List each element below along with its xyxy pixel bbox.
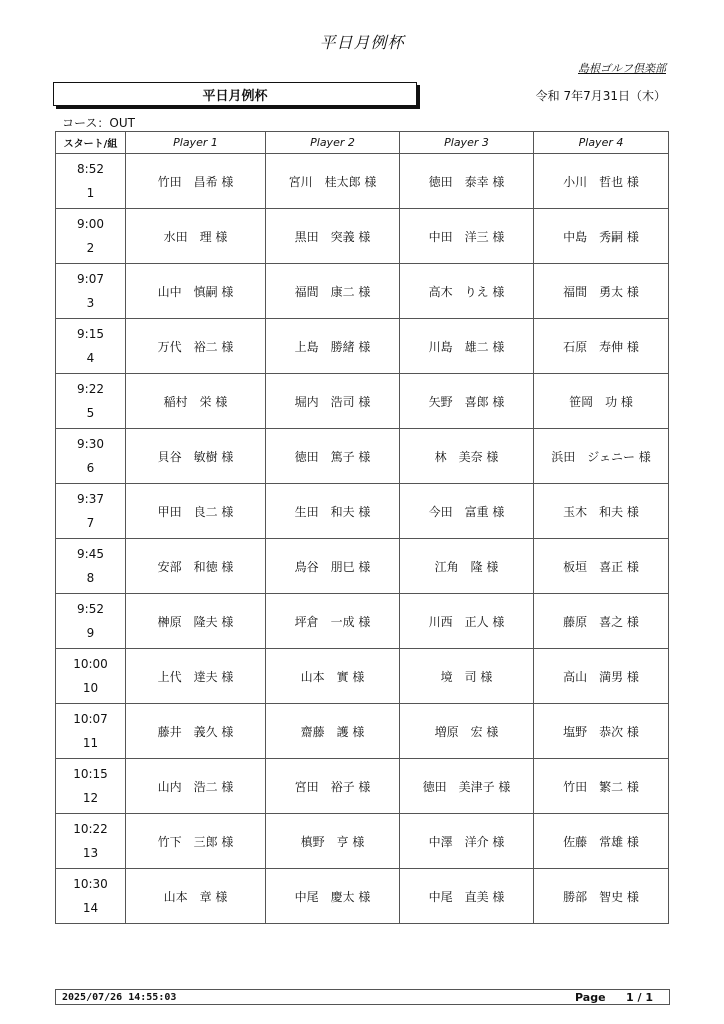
start-group-cell: [56, 154, 126, 209]
column-header-player-2: Player 2: [266, 132, 400, 154]
club-name: 島根ゴルフ倶楽部: [578, 62, 666, 75]
player-1-cell: 山内 浩二 様: [126, 759, 266, 814]
player-2-cell: 山本 實 様: [266, 649, 400, 704]
player-1-cell: 山本 章 様: [126, 869, 266, 924]
start-group-cell: [56, 264, 126, 319]
player-4-cell: 浜田 ジェニー 様: [534, 429, 669, 484]
group-number: 1: [86, 186, 95, 200]
start-time: 10:22: [73, 822, 108, 836]
table-row: [56, 374, 669, 429]
player-3-cell: 中田 洋三 様: [400, 209, 534, 264]
print-timestamp: 2025/07/26 14:55:03: [62, 992, 177, 1003]
start-group-cell: [56, 484, 126, 539]
start-time: 10:07: [73, 712, 108, 726]
start-time: 8:52: [77, 162, 104, 176]
start-time: 9:45: [77, 547, 104, 561]
player-4-cell: 塩野 恭次 様: [534, 704, 669, 759]
start-group-cell: [56, 814, 126, 869]
player-3-cell: 境 司 様: [400, 649, 534, 704]
player-3-cell: 中澤 洋介 様: [400, 814, 534, 869]
start-time: 9:22: [77, 382, 104, 396]
player-4-cell: 石原 寿伸 様: [534, 319, 669, 374]
table-row: [56, 704, 669, 759]
group-number: 12: [82, 791, 99, 805]
player-3-cell: 矢野 喜郎 様: [400, 374, 534, 429]
player-3-cell: 中尾 直美 様: [400, 869, 534, 924]
table-row: [56, 869, 669, 924]
table-row: [56, 154, 669, 209]
player-3-cell: 林 美奈 様: [400, 429, 534, 484]
start-group-cell: [56, 704, 126, 759]
start-time: 9:07: [77, 272, 104, 286]
player-1-cell: 竹下 三郎 様: [126, 814, 266, 869]
group-number: 3: [86, 296, 95, 310]
player-1-cell: 安部 和徳 様: [126, 539, 266, 594]
table-row: [56, 319, 669, 374]
player-1-cell: 藤井 義久 様: [126, 704, 266, 759]
start-group-cell: [56, 869, 126, 924]
player-3-cell: 徳田 泰幸 様: [400, 154, 534, 209]
player-4-cell: 小川 哲也 様: [534, 154, 669, 209]
player-1-cell: 貝谷 敏樹 様: [126, 429, 266, 484]
player-2-cell: 中尾 慶太 様: [266, 869, 400, 924]
player-2-cell: 徳田 篤子 様: [266, 429, 400, 484]
player-4-cell: 竹田 繁二 様: [534, 759, 669, 814]
player-3-cell: 今田 富重 様: [400, 484, 534, 539]
start-group-cell: [56, 759, 126, 814]
player-1-cell: 稲村 栄 様: [126, 374, 266, 429]
tee-time-table: [55, 131, 669, 924]
start-group-cell: [56, 649, 126, 704]
player-4-cell: 高山 満男 様: [534, 649, 669, 704]
table-header-row: [56, 132, 669, 154]
course-label: コース：OUT: [62, 116, 135, 130]
start-time: 10:15: [73, 767, 108, 781]
player-4-cell: 勝部 智史 様: [534, 869, 669, 924]
start-group-cell: [56, 429, 126, 484]
start-time: 9:00: [77, 217, 104, 231]
table-row: [56, 594, 669, 649]
player-2-cell: 宮田 裕子 様: [266, 759, 400, 814]
player-1-cell: 万代 裕二 様: [126, 319, 266, 374]
player-3-cell: 川西 正人 様: [400, 594, 534, 649]
player-3-cell: 増原 宏 様: [400, 704, 534, 759]
group-number: 4: [86, 351, 95, 365]
table-row: [56, 649, 669, 704]
player-3-cell: 江角 隆 様: [400, 539, 534, 594]
player-1-cell: 山中 慎嗣 様: [126, 264, 266, 319]
start-group-cell: [56, 374, 126, 429]
group-number: 2: [86, 241, 95, 255]
player-4-cell: 板垣 喜正 様: [534, 539, 669, 594]
start-group-cell: [56, 539, 126, 594]
player-3-cell: 徳田 美津子 様: [400, 759, 534, 814]
player-2-cell: 生田 和夫 様: [266, 484, 400, 539]
player-2-cell: 坪倉 一成 様: [266, 594, 400, 649]
start-group-cell: [56, 594, 126, 649]
player-1-cell: 甲田 良二 様: [126, 484, 266, 539]
group-number: 13: [82, 846, 99, 860]
player-2-cell: 福間 康二 様: [266, 264, 400, 319]
player-4-cell: 佐藤 常雄 様: [534, 814, 669, 869]
player-4-cell: 笹岡 功 様: [534, 374, 669, 429]
player-4-cell: 福間 勇太 様: [534, 264, 669, 319]
player-4-cell: 藤原 喜之 様: [534, 594, 669, 649]
table-row: [56, 429, 669, 484]
start-time: 9:30: [77, 437, 104, 451]
column-header-start-group: スタート/組: [56, 132, 126, 154]
table-row: [56, 539, 669, 594]
player-4-cell: 中島 秀嗣 様: [534, 209, 669, 264]
player-1-cell: 竹田 昌希 様: [126, 154, 266, 209]
group-number: 8: [86, 571, 95, 585]
player-2-cell: 槙野 亨 様: [266, 814, 400, 869]
player-2-cell: 鳥谷 朋巳 様: [266, 539, 400, 594]
start-group-cell: [56, 209, 126, 264]
event-title: 平日月例杯: [202, 88, 268, 104]
group-number: 7: [86, 516, 95, 530]
player-2-cell: 齋藤 護 様: [266, 704, 400, 759]
player-2-cell: 黒田 突義 様: [266, 209, 400, 264]
start-time: 10:00: [73, 657, 108, 671]
column-header-player-4: Player 4: [534, 132, 669, 154]
player-2-cell: 上島 勝緒 様: [266, 319, 400, 374]
event-title-box: [53, 82, 417, 106]
player-4-cell: 玉木 和夫 様: [534, 484, 669, 539]
start-time: 9:37: [77, 492, 104, 506]
table-row: [56, 484, 669, 539]
group-number: 6: [86, 461, 95, 475]
group-number: 11: [82, 736, 99, 750]
table-row: [56, 264, 669, 319]
group-number: 9: [86, 626, 95, 640]
player-1-cell: 水田 理 様: [126, 209, 266, 264]
page-number: 1 / 1: [626, 991, 653, 1004]
document-title: 平日月例杯: [319, 33, 405, 52]
player-3-cell: 高木 りえ 様: [400, 264, 534, 319]
group-number: 14: [82, 901, 99, 915]
table-row: [56, 814, 669, 869]
table-row: [56, 759, 669, 814]
column-header-player-3: Player 3: [400, 132, 534, 154]
event-date: 令和 7年7月31日（木）: [535, 89, 666, 103]
player-1-cell: 榊原 隆夫 様: [126, 594, 266, 649]
start-time: 10:30: [73, 877, 108, 891]
player-2-cell: 宮川 桂太郎 様: [266, 154, 400, 209]
player-2-cell: 堀内 浩司 様: [266, 374, 400, 429]
group-number: 10: [82, 681, 99, 695]
start-time: 9:15: [77, 327, 104, 341]
start-group-cell: [56, 319, 126, 374]
table-row: [56, 209, 669, 264]
player-1-cell: 上代 達夫 様: [126, 649, 266, 704]
page-label: Page: [575, 991, 606, 1004]
player-3-cell: 川島 雄二 様: [400, 319, 534, 374]
start-time: 9:52: [77, 602, 104, 616]
column-header-player-1: Player 1: [126, 132, 266, 154]
group-number: 5: [86, 406, 95, 420]
